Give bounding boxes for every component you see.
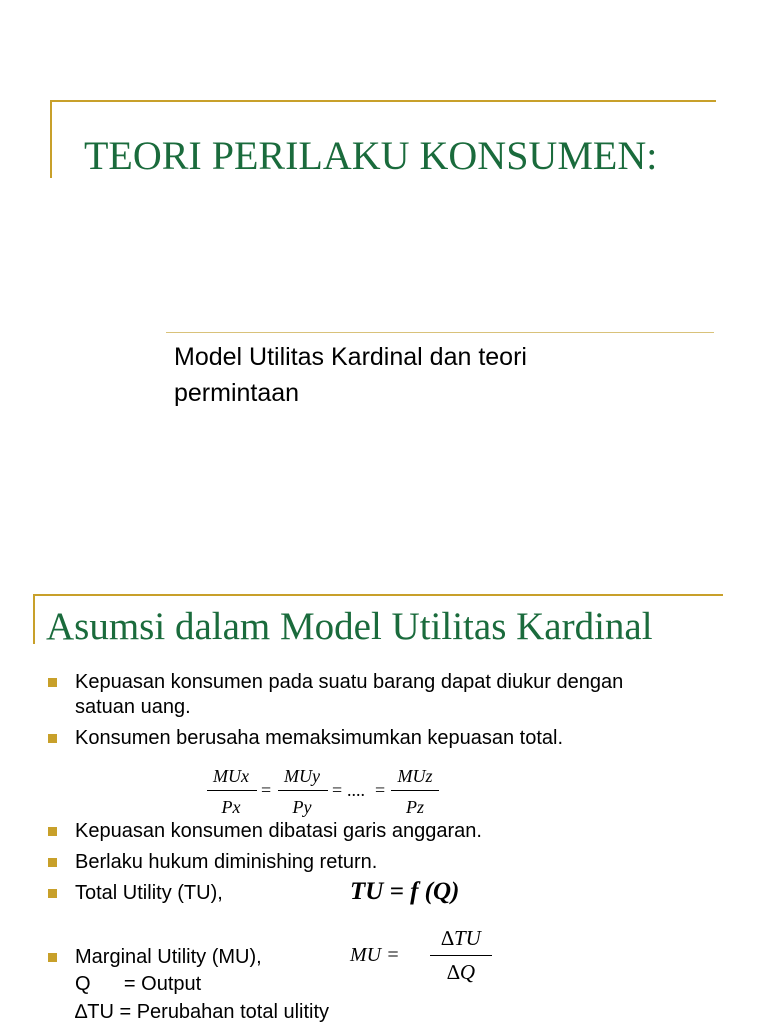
fraction-bar — [391, 790, 439, 791]
fraction-bar — [207, 790, 257, 791]
bullet-1-line1: Kepuasan konsumen pada suatu barang dapat diukur dengan — [75, 671, 624, 693]
slide1-subtitle-line2: permintaan — [174, 379, 300, 407]
equals-sign: = — [375, 780, 386, 800]
bullet-marker — [48, 678, 57, 687]
bullet-4: Berlaku hukum diminishing return. — [75, 851, 378, 873]
slide1-subtitle — [174, 339, 694, 411]
bullet-marker — [48, 889, 57, 898]
formula-num-mux: MUx — [213, 766, 249, 786]
bullet-marker — [48, 953, 57, 962]
slide1-title: TEORI PERILAKU KONSUMEN: — [84, 133, 658, 178]
formula-mu-denominator: ∆Q — [446, 960, 475, 984]
definition-delta-tu: ∆TU = Perubahan total ulitity — [75, 1001, 330, 1023]
formula-num-muz: MUz — [397, 766, 433, 786]
formula-total-utility: TU = f (Q) — [350, 878, 460, 905]
bullet-5: Total Utility (TU), — [75, 882, 223, 904]
formula-num-muy: MUy — [284, 766, 320, 786]
definition-q: Q = Output — [75, 973, 202, 995]
slide1-subtitle-rule — [166, 332, 714, 333]
formula-den-pz: Pz — [406, 797, 424, 817]
bullet-marker — [48, 734, 57, 743]
bullet-3: Kepuasan konsumen dibatasi garis anggaran. — [75, 820, 482, 842]
bullet-2: Konsumen berusaha memaksimumkan kepuasan total. — [75, 727, 564, 749]
slide1-subtitle-line1: Model Utilitas Kardinal dan teori — [174, 343, 527, 371]
formula-mu-numerator: ∆TU — [441, 926, 481, 950]
slide2-left-rule — [33, 594, 35, 644]
fraction-bar — [430, 955, 492, 956]
bullet-marker — [48, 858, 57, 867]
bullet-1-line2: satuan uang. — [75, 696, 191, 718]
bullet-marker — [48, 827, 57, 836]
slide1-left-rule — [50, 100, 52, 178]
formula-den-py: Py — [292, 797, 312, 817]
bullet-6: Marginal Utility (MU), — [75, 946, 262, 968]
formula-mu-lhs: MU = — [350, 944, 400, 966]
fraction-bar — [278, 790, 328, 791]
formula-den-px: Px — [221, 797, 241, 817]
slide2-title: Asumsi dalam Model Utilitas Kardinal — [46, 605, 653, 648]
equals-sign: = — [261, 780, 272, 800]
ellipsis: .... — [347, 780, 365, 800]
equals-sign: = — [332, 780, 343, 800]
slide1-top-rule — [50, 100, 716, 102]
slide2-top-rule — [33, 594, 723, 596]
